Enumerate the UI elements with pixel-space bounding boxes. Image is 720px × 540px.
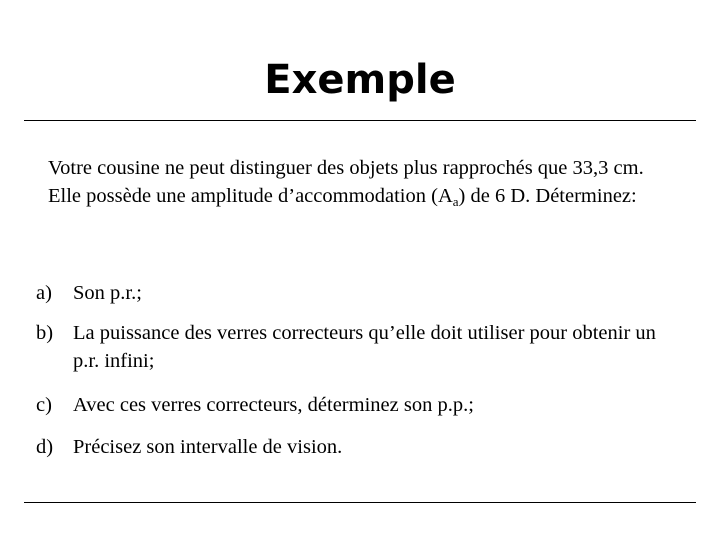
- subscript-a: a: [452, 194, 459, 209]
- list-item-text: Son p.r.;: [73, 282, 142, 304]
- bottom-divider: [24, 502, 696, 503]
- problem-statement-text: Votre cousine ne peut distinguer des objets plus rapprochés que 33,3 cm. Elle possède une amplitude d’accommodation (A: [48, 157, 644, 207]
- list-item-text: La puissance des verres correcteurs qu’elle doit utiliser pour obtenir un p.r. infini;: [73, 322, 656, 372]
- problem-statement: [48, 154, 678, 210]
- list-item-text: Avec ces verres correcteurs, déterminez son p.p.;: [73, 394, 474, 416]
- slide-title-text: Exemple: [264, 57, 456, 103]
- list-marker: b): [36, 322, 54, 344]
- list-item-text: Précisez son intervalle de vision.: [73, 436, 343, 458]
- list-item: [36, 319, 676, 375]
- list-item: [36, 279, 676, 307]
- top-divider: [24, 120, 696, 121]
- list-item: [36, 433, 676, 461]
- list-marker: d): [36, 436, 54, 458]
- slide-title: [0, 52, 720, 108]
- list-marker: c): [36, 394, 52, 416]
- list-item: [36, 391, 676, 419]
- list-marker: a): [36, 282, 52, 304]
- problem-statement-text-end: ) de 6 D. Déterminez:: [458, 185, 637, 207]
